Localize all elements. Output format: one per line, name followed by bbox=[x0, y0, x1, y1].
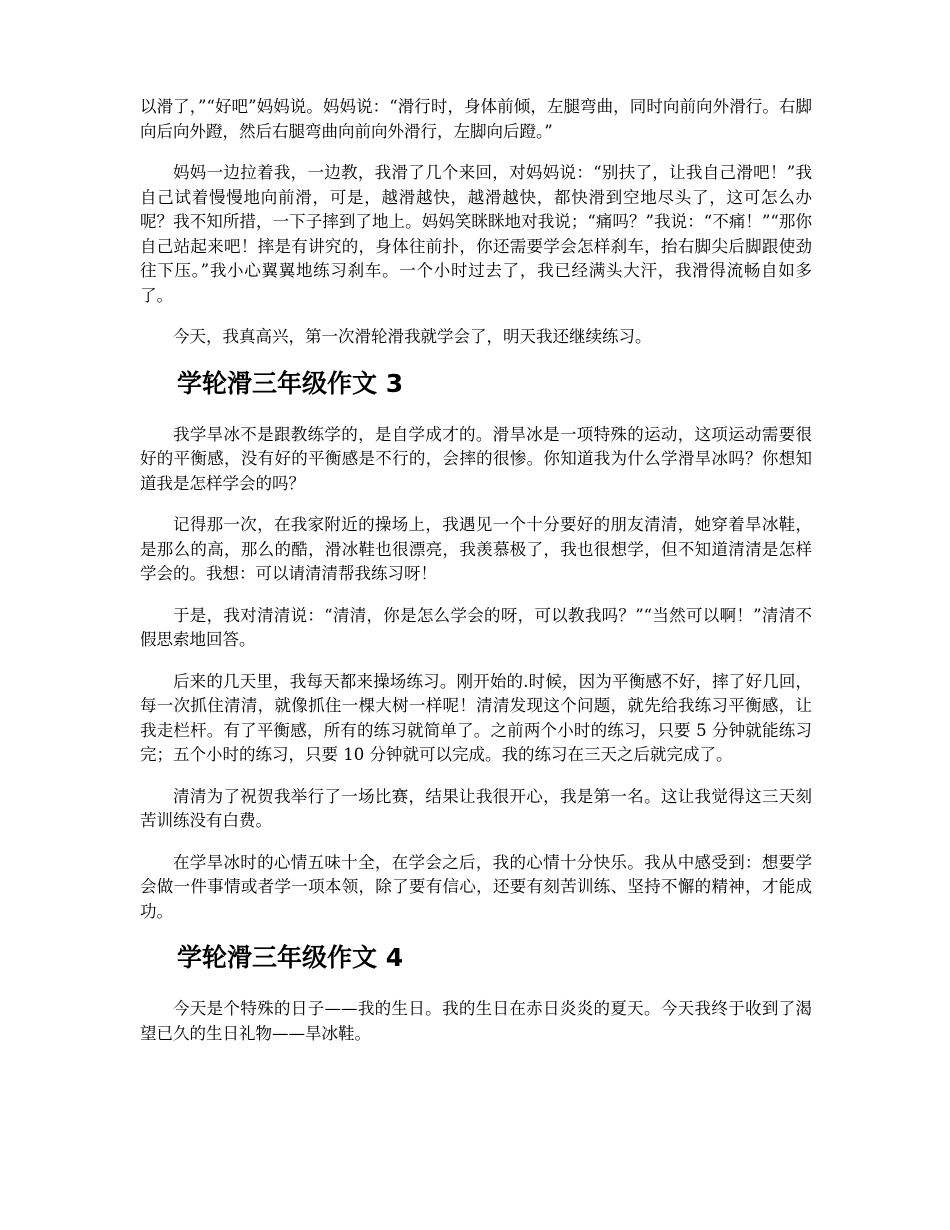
section-heading: 学轮滑三年级作文 3 bbox=[177, 368, 404, 398]
document-page bbox=[140, 95, 812, 1063]
paragraph: 今天是个特殊的日子——我的生日。我的生日在赤日炎炎的夏天。今天我终于收到了渴望已久的生日礼物——旱冰鞋。 bbox=[140, 999, 812, 1043]
paragraph: 清清为了祝贺我举行了一场比赛，结果让我很开心，我是第一名。这让我觉得这三天刻苦训练没有白费。 bbox=[140, 786, 812, 830]
paragraph: 今天，我真高兴，第一次滑轮滑我就学会了，明天我还继续练习。 bbox=[173, 327, 652, 346]
paragraph: 于是，我对清清说：“清清，你是怎么学会的呀，可以教我吗？”“当然可以啊！”清清不假思索地回答。 bbox=[140, 605, 812, 649]
paragraph: 我学旱冰不是跟教练学的，是自学成才的。滑旱冰是一项特殊的运动，这项运动需要很好的平衡感，没有好的平衡感是不行的，会摔的很惨。你知道我为什么学滑旱冰吗？你想知道我是怎样学会的吗？ bbox=[140, 424, 812, 493]
paragraph: 妈妈一边拉着我，一边教，我滑了几个来回，对妈妈说：“别扶了，让我自己滑吧！”我自己试着慢慢地向前滑，可是，越滑越快，越滑越快，都快滑到空地尽头了，这可怎么办呢？我不知所措，一下子摔到了地上。妈妈笑眯眯地对我说；“痛吗？”我说：“不痛！”“那你自己站起来吧！摔是有讲究的，身体往前扑，你还需要学会怎样刹车，抬右脚尖后脚跟使劲往下压。”我小心翼翼地练习刹车。一个小时过去了，我已经满头大汗，我滑得流畅自如多了。 bbox=[140, 163, 812, 305]
section-heading: 学轮滑三年级作文 4 bbox=[177, 943, 404, 972]
paragraph: 在学旱冰时的心情五味十全，在学会之后，我的心情十分快乐。我从中感受到：想要学会做一件事情或者学一项本领，除了要有信心，还要有刻苦训练、坚持不懈的精神，才能成功。 bbox=[140, 852, 812, 921]
paragraph: 后来的几天里，我每天都来操场练习。刚开始的.时候，因为平衡感不好，摔了好几回，每一次抓住清清，就像抓住一棵大树一样呢！清清发现这个问题，就先给我练习平衡感，让我走栏杆。有了平衡感，所有的练习就简单了。之前两个小时的练习，只要 5 分钟就能练习完；五个小时的练习，只要 10 分钟就可以完成。我的练习在三天之后就完成了。 bbox=[140, 671, 812, 764]
paragraph: 记得那一次，在我家附近的操场上，我遇见一个十分要好的朋友清清，她穿着旱冰鞋，是那么的高，那么的酷，滑冰鞋也很漂亮，我羡慕极了，我也很想学，但不知道清清是怎样学会的。我想：可以请清清帮我练习呀！ bbox=[140, 515, 812, 583]
paragraph: 以滑了，”“好吧”妈妈说。妈妈说：“滑行时，身体前倾，左腿弯曲，同时向前向外滑行。右脚向后向外蹬，然后右腿弯曲向前向外滑行，左脚向后蹬。” bbox=[140, 97, 812, 141]
